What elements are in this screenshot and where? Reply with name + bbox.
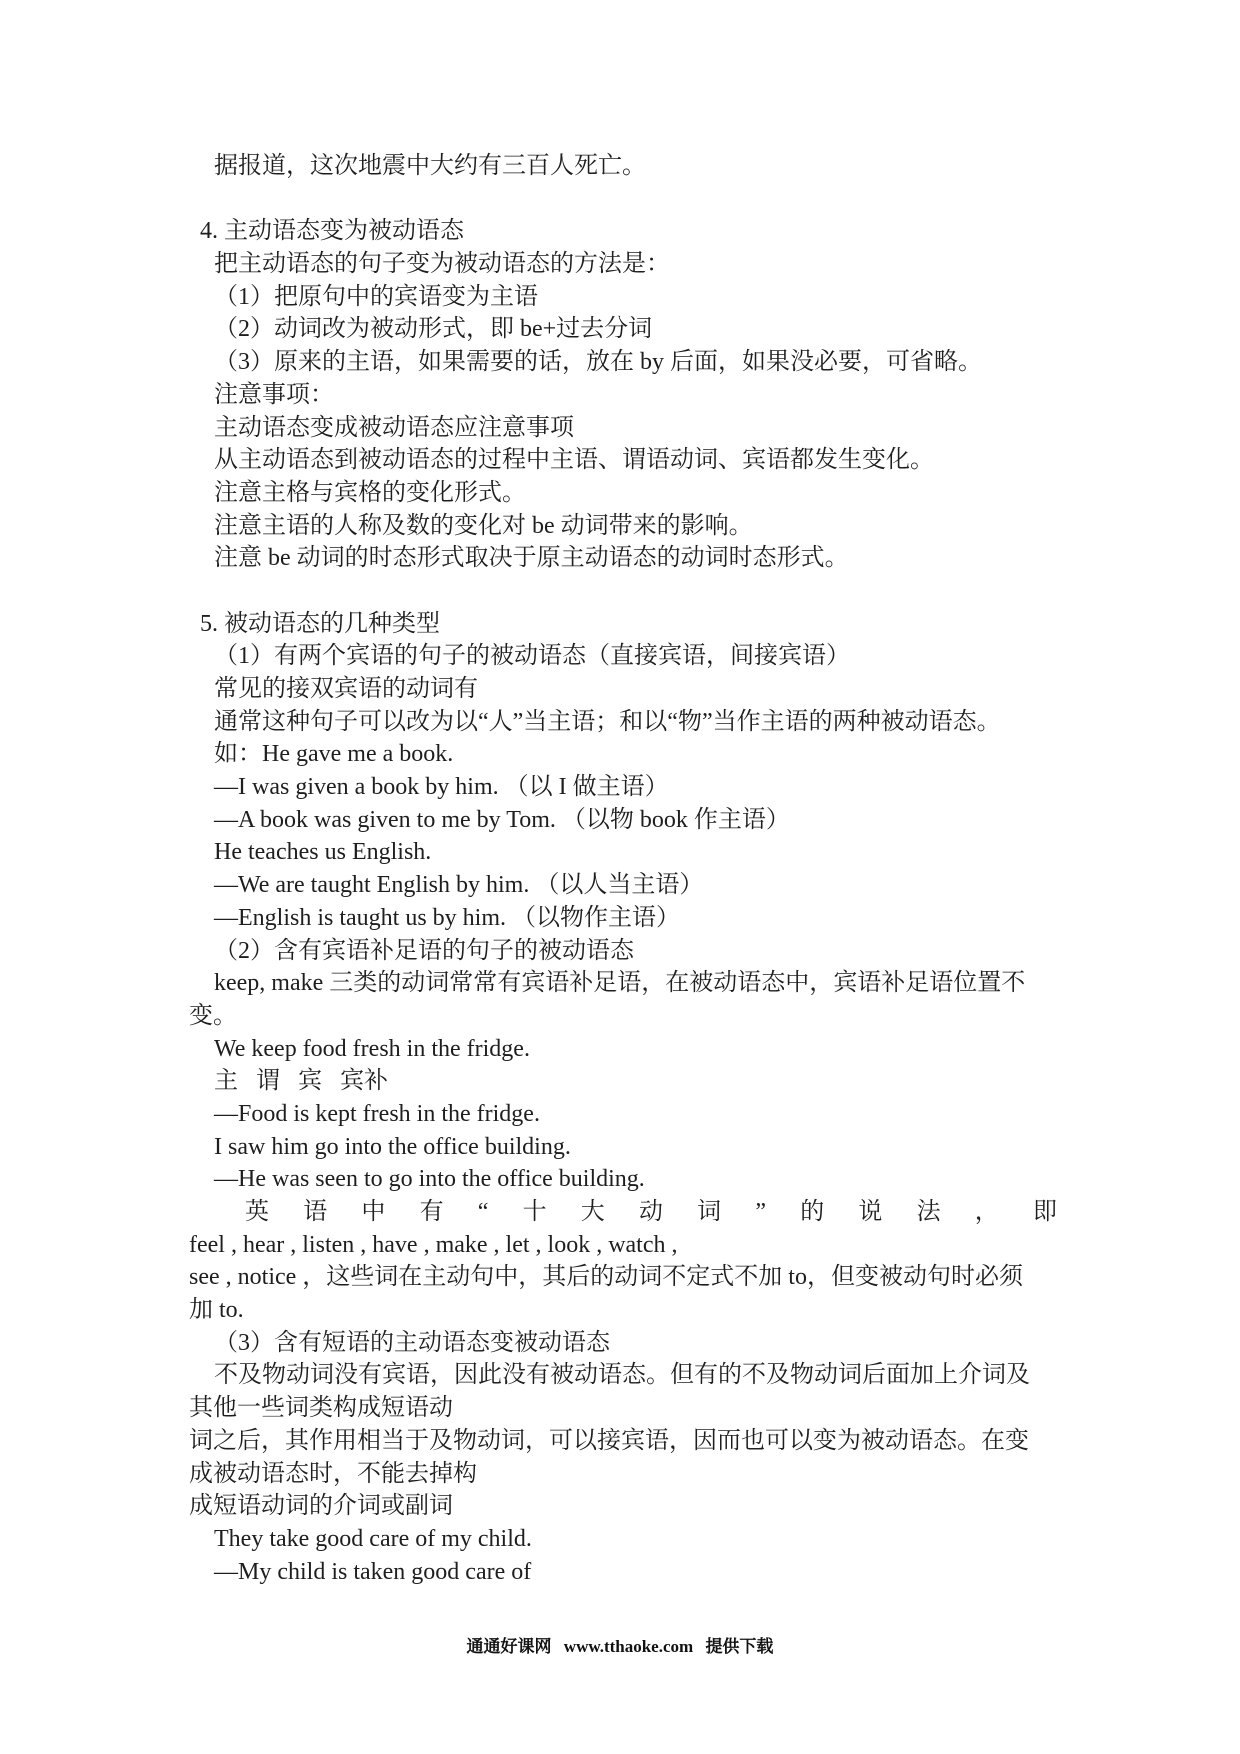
section-5-line-continuation: see , notice ，这些词在主动句中，其后的动词不定式不加 to，但变被动句时必须 <box>189 1264 1023 1291</box>
example-line: —He was seen to go into the office building. <box>214 1166 645 1193</box>
section-5-line: 不及物动词没有宾语，因此没有被动语态。但有的不及物动词后面加上介词及 <box>214 1362 1030 1389</box>
blank-line <box>189 183 1060 216</box>
intro-line: 据报道，这次地震中大约有三百人死亡。 <box>214 153 646 179</box>
section-5-line-continuation: 成被动语态时，不能去掉构 <box>189 1460 477 1487</box>
spread-char: 有 <box>419 1199 444 1225</box>
example-line: We keep food fresh in the fridge. <box>214 1035 530 1062</box>
section-4-line: （2）动词改为被动形式，即 be+过去分词 <box>214 316 653 343</box>
footer-suffix: 提供下载 <box>705 1637 774 1656</box>
footer-url: www.tthaoke.com <box>563 1637 694 1656</box>
spread-char: 的 <box>800 1199 825 1225</box>
section-4-line: 从主动语态到被动语态的过程中主语、谓语动词、宾语都发生变化。 <box>214 447 934 474</box>
spread-char: 动 <box>638 1199 663 1225</box>
example-line: —We are taught English by him. （以人当主语） <box>214 872 704 899</box>
section-4-line: 注意主格与宾格的变化形式。 <box>214 479 526 506</box>
example-line: —My child is taken good care of <box>214 1558 532 1585</box>
spread-char: “ <box>477 1199 489 1225</box>
spread-char: ， <box>974 1199 999 1225</box>
spread-char: 十 <box>522 1199 547 1225</box>
spread-char: ” <box>755 1199 766 1225</box>
section-5-line: keep, make 三类的动词常常有宾语补足语，在被动语态中，宾语补足语位置不 <box>214 970 1026 997</box>
section-5-line-continuation: 成短语动词的介词或副词 <box>189 1493 453 1520</box>
ten-verbs-line <box>189 1196 1060 1229</box>
section-5-line-continuation: 变。 <box>189 1002 237 1029</box>
section-4-line: 注意主语的人称及数的变化对 be 动词带来的影响。 <box>214 512 753 539</box>
spread-char: 即 <box>1032 1199 1057 1225</box>
section-4-line: 注意 be 动词的时态形式取决于原主动语态的动词时态形式。 <box>214 545 849 572</box>
section-5-line-continuation: 词之后，其作用相当于及物动词，可以接宾语，因而也可以变为被动语态。在变 <box>189 1427 1029 1454</box>
section-4-line: 注意事项： <box>214 381 334 408</box>
section-5-line: 常见的接双宾语的动词有 <box>214 676 478 702</box>
section-4-line: （1）把原句中的宾语变为主语 <box>214 283 538 310</box>
example-line: He teaches us English. <box>214 839 432 866</box>
section-4-line: 把主动语态的句子变为被动语态的方法是： <box>214 251 670 278</box>
footer-site-name: 通通好课网 <box>466 1637 552 1656</box>
section-4-heading: 4. 主动语态变为被动语态 <box>200 218 464 245</box>
example-line: —I was given a book by him. （以 I 做主语） <box>214 774 669 801</box>
spread-char: 英 <box>245 1199 269 1225</box>
spread-char: 语 <box>303 1199 328 1225</box>
sentence-parts-label: 主 谓 宾 宾补 <box>214 1068 388 1095</box>
section-5-line: 通常这种句子可以改为以“人”当主语；和以“物”当作主语的两种被动语态。 <box>214 708 1001 735</box>
example-line: 如：He gave me a book. <box>214 741 454 768</box>
example-line: —Food is kept fresh in the fridge. <box>214 1100 540 1127</box>
section-4-line: 主动语态变成被动语态应注意事项 <box>214 414 574 441</box>
spread-char: 大 <box>580 1199 605 1225</box>
spread-char: 中 <box>361 1199 386 1225</box>
section-5-line: （2）含有宾语补足语的句子的被动语态 <box>214 937 634 964</box>
spread-char: 词 <box>697 1199 722 1225</box>
spread-char: 法 <box>916 1199 941 1225</box>
section-4-line: （3）原来的主语，如果需要的话，放在 by 后面，如果没必要，可省略。 <box>214 349 982 376</box>
document-body <box>189 150 1060 1588</box>
page-footer <box>0 1636 1240 1658</box>
section-5-line-continuation: 加 to. <box>189 1297 244 1324</box>
section-5-line-continuation: feel , hear , listen , have , make , let , look , watch , <box>189 1231 678 1258</box>
example-line: They take good care of my child. <box>214 1525 532 1552</box>
example-line: —English is taught us by him. （以物作主语） <box>214 904 681 931</box>
section-5-line: （1）有两个宾语的句子的被动语态（直接宾语，间接宾语） <box>214 643 850 670</box>
example-line: —A book was given to me by Tom. （以物 book 作主语） <box>214 806 790 833</box>
section-5-heading: 5. 被动语态的几种类型 <box>200 610 440 637</box>
example-line: I saw him go into the office building. <box>214 1133 571 1160</box>
section-5-line-continuation: 其他一些词类构成短语动 <box>189 1395 453 1422</box>
spread-char: 说 <box>858 1199 883 1225</box>
blank-line <box>189 575 1060 608</box>
section-5-line: （3）含有短语的主动语态变被动语态 <box>214 1329 610 1356</box>
